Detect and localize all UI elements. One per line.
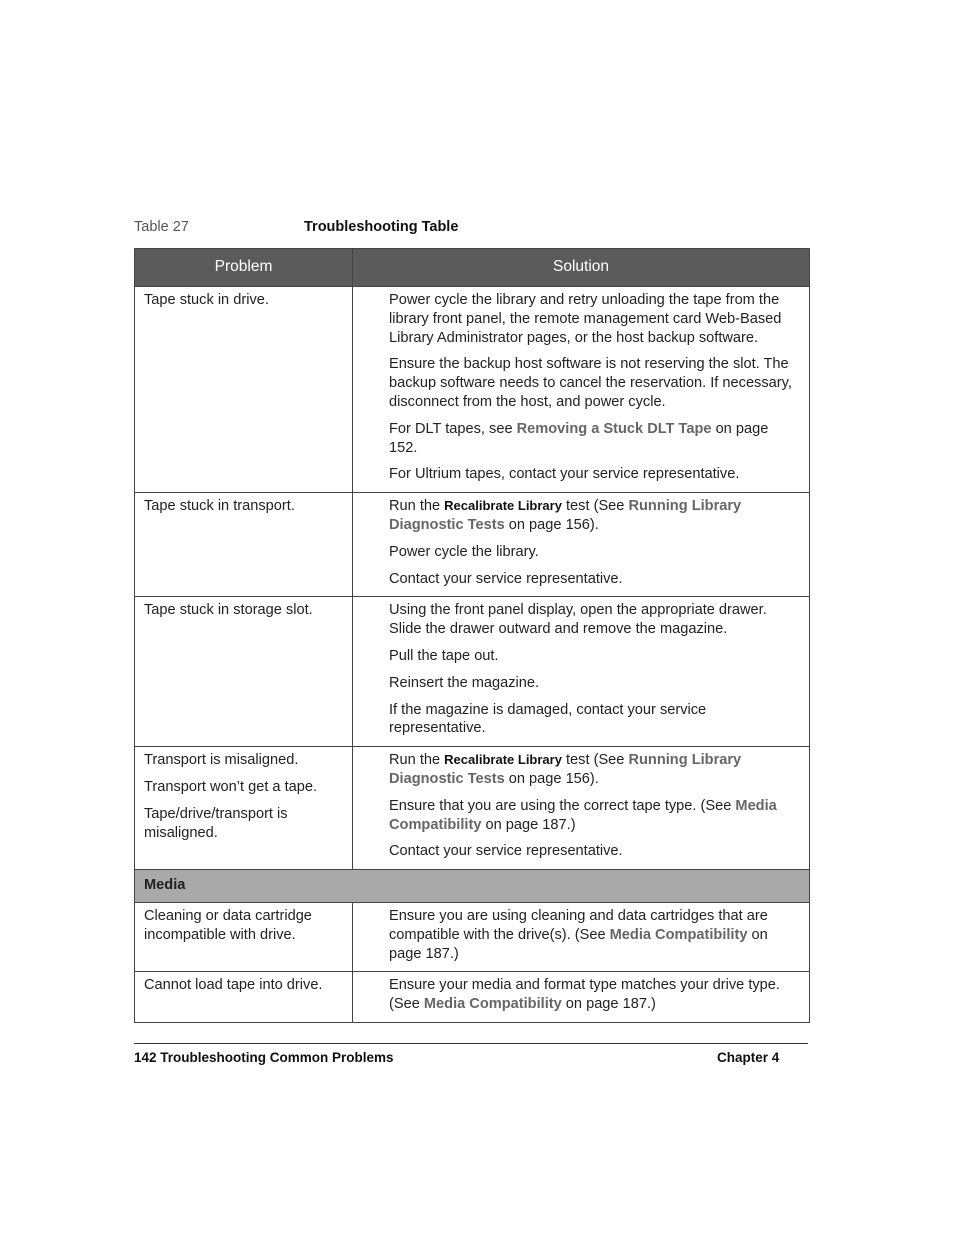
solution-text: Ensure you are using cleaning and data cartridges that are compatible with the drive(s). (See — [389, 907, 768, 943]
table-row — [135, 493, 810, 597]
solution-cell — [353, 493, 810, 597]
table-caption-label: Table 27 — [134, 219, 189, 235]
solution-text: Using the front panel display, open the appropriate drawer. Slide the drawer outward and remove the magazine. — [389, 602, 767, 638]
cross-reference-link[interactable]: Running Library Diagnostic Tests — [389, 752, 742, 787]
section-row — [135, 870, 810, 903]
solution-paragraph — [389, 420, 799, 458]
problem-cell — [135, 597, 353, 747]
solution-text: Power cycle the library. — [389, 543, 539, 560]
solution-paragraph — [389, 497, 799, 535]
solution-paragraph — [389, 647, 799, 666]
solution-paragraph — [389, 674, 799, 693]
solution-paragraph — [389, 601, 799, 639]
solution-cell — [353, 972, 810, 1023]
problem-cell — [135, 287, 353, 493]
solution-text: on page 156). — [504, 770, 599, 787]
solution-paragraph — [389, 797, 799, 835]
troubleshooting-table — [134, 248, 810, 1023]
problem-cell — [135, 493, 353, 597]
table-row — [135, 747, 810, 870]
solution-text: on page 187.) — [561, 996, 656, 1013]
problem-cell — [135, 972, 353, 1023]
problem-text: Transport won’t get a tape. — [144, 778, 318, 795]
footer-chapter: Chapter 4 — [717, 1050, 780, 1065]
footer-rule — [134, 1043, 808, 1044]
cross-reference-link[interactable]: Media Compatibility — [423, 996, 562, 1013]
solution-text: on page 187.) — [481, 816, 576, 833]
solution-text: on page 152. — [389, 420, 769, 456]
problem-cell — [135, 902, 353, 971]
solution-paragraph — [389, 291, 799, 347]
solution-header: Solution — [353, 249, 810, 287]
solution-paragraph — [389, 543, 799, 562]
cross-reference-link[interactable]: Removing a Stuck DLT Tape — [516, 420, 712, 437]
table-header-row — [135, 249, 810, 287]
section-heading: Media — [135, 870, 810, 903]
table-row — [135, 597, 810, 747]
solution-paragraph — [389, 570, 799, 589]
problem-header: Problem — [135, 249, 353, 287]
command-name: Recalibrate Library — [444, 752, 562, 768]
solution-paragraph — [389, 907, 799, 963]
solution-text: test (See — [561, 752, 629, 769]
solution-text: Pull the tape out. — [389, 647, 499, 664]
solution-paragraph — [389, 976, 799, 1014]
table-row — [135, 287, 810, 493]
solution-text: on page 156). — [504, 516, 599, 533]
solution-cell — [353, 902, 810, 971]
solution-cell — [353, 747, 810, 870]
solution-text: test (See — [561, 498, 629, 515]
solution-paragraph — [389, 751, 799, 789]
problem-text: Transport is misaligned. — [144, 752, 299, 769]
solution-text: Contact your service representative. — [389, 843, 623, 860]
solution-paragraph — [389, 465, 799, 484]
solution-text: on page 187.) — [389, 926, 768, 962]
cross-reference-link[interactable]: Media Compatibility — [609, 926, 748, 943]
solution-text: Run the — [389, 752, 445, 769]
solution-text: If the magazine is damaged, contact your service representative. — [389, 701, 707, 737]
solution-text: Ensure that you are using the correct tape type. (See — [389, 797, 736, 814]
solution-paragraph — [389, 355, 799, 411]
table-row — [135, 972, 810, 1023]
command-name: Recalibrate Library — [444, 498, 562, 514]
footer-page-info: 142 Troubleshooting Common Problems — [134, 1050, 394, 1065]
cross-reference-link[interactable]: Running Library Diagnostic Tests — [389, 498, 742, 533]
solution-text: Contact your service representative. — [389, 570, 623, 587]
cross-reference-link[interactable]: Media Compatibility — [389, 797, 777, 833]
problem-text: Tape stuck in transport. — [144, 498, 295, 515]
solution-text: For Ultrium tapes, contact your service representative. — [389, 466, 740, 483]
problem-text: Tape/drive/transport is misaligned. — [144, 805, 288, 841]
solution-cell — [353, 597, 810, 747]
solution-paragraph — [389, 701, 799, 739]
solution-text: Power cycle the library and retry unloading the tape from the library front panel, the remote management card Web-Based Library Administrator pages, or the host backup software. — [389, 292, 782, 346]
table-caption-title: Troubleshooting Table — [304, 219, 459, 235]
problem-text: Tape stuck in storage slot. — [144, 602, 313, 619]
problem-text: Tape stuck in drive. — [144, 292, 269, 308]
solution-text: For DLT tapes, see — [389, 420, 517, 437]
solution-text: Run the — [389, 498, 445, 515]
solution-cell — [353, 287, 810, 493]
solution-paragraph — [389, 842, 799, 861]
solution-text: Ensure your media and format type matches your drive type. (See — [389, 977, 780, 1013]
solution-text: Ensure the backup host software is not reserving the slot. The backup software needs to cancel the reservation. If necessary, disconnect from the host, and power cycle. — [389, 356, 792, 410]
problem-text: Cannot load tape into drive. — [144, 977, 323, 994]
table-row — [135, 902, 810, 971]
solution-text: Reinsert the magazine. — [389, 674, 540, 691]
problem-cell — [135, 747, 353, 870]
problem-text: Cleaning or data cartridge incompatible with drive. — [144, 907, 312, 943]
